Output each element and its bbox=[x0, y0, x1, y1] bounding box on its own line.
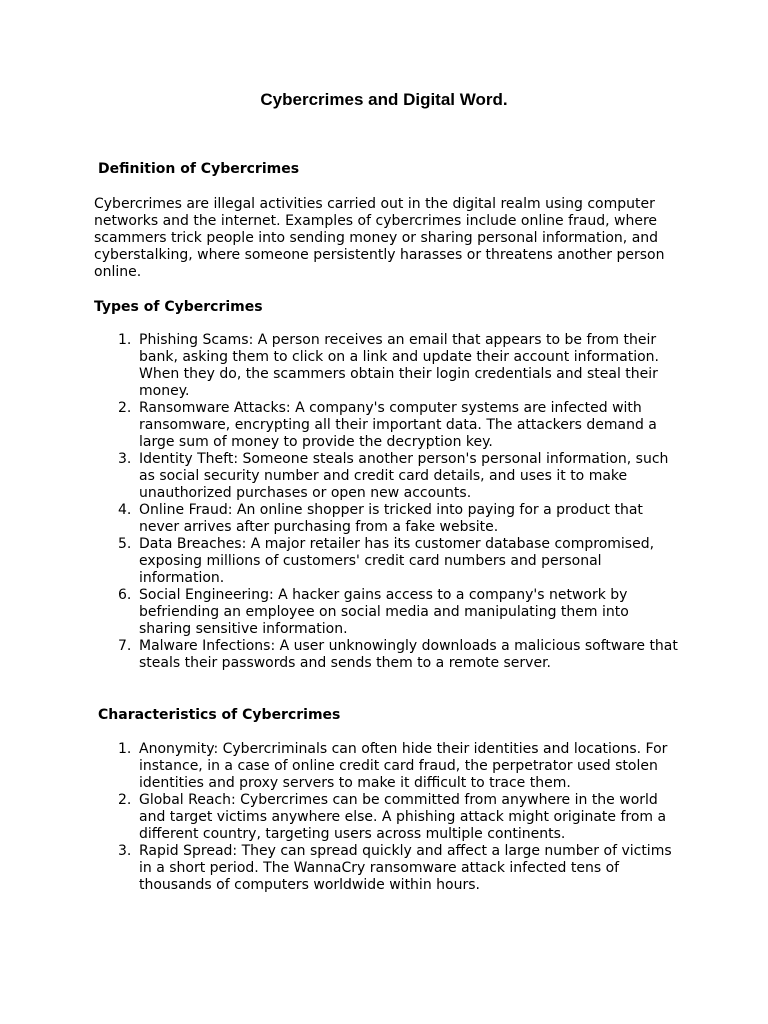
list-item-number: 6. bbox=[118, 587, 132, 603]
list-item-number: 2. bbox=[118, 400, 132, 416]
section-heading-characteristics: Characteristics of Cybercrimes bbox=[98, 707, 341, 723]
list-item bbox=[94, 638, 684, 672]
list-item-text: Identity Theft: Someone steals another person's personal information, such as social security number and credit card details, and uses it to make unauthorized purchases or open new accounts. bbox=[139, 451, 669, 501]
section-types bbox=[94, 298, 684, 316]
list-item-number: 1. bbox=[118, 332, 132, 348]
list-item bbox=[94, 741, 684, 792]
document-title: Cybercrimes and Digital Word. bbox=[260, 90, 508, 109]
list-item-number: 1. bbox=[118, 741, 132, 757]
list-item-text: Data Breaches: A major retailer has its customer database compromised, exposing millions of customers' credit card numbers and personal information. bbox=[139, 536, 655, 586]
characteristics-list-block bbox=[94, 741, 684, 894]
list-item-text: Rapid Spread: They can spread quickly and affect a large number of victims in a short period. The WannaCry ransomware attack infected tens of thousands of computers worldwide within hours. bbox=[139, 843, 672, 893]
list-item bbox=[94, 587, 684, 638]
list-item-text: Online Fraud: An online shopper is tricked into paying for a product that never arrives after purchasing from a fake website. bbox=[139, 502, 643, 535]
list-item-text: Malware Infections: A user unknowingly downloads a malicious software that steals their passwords and sends them to a remote server. bbox=[139, 638, 678, 671]
list-item-text: Ransomware Attacks: A company's computer systems are infected with ransomware, encrypting all their important data. The attackers demand a large sum of money to provide the decryption key. bbox=[139, 400, 657, 450]
list-item-text: Social Engineering: A hacker gains access to a company's network by befriending an employee on social media and manipulating them into sharing sensitive information. bbox=[139, 587, 629, 637]
list-item-number: 3. bbox=[118, 451, 132, 467]
list-item bbox=[94, 332, 684, 400]
list-item bbox=[94, 451, 684, 502]
list-item-text: Global Reach: Cybercrimes can be committed from anywhere in the world and target victims anywhere else. A phishing attack might originate from a different country, targeting users across multiple continents. bbox=[139, 792, 667, 842]
list-item-text: Anonymity: Cybercriminals can often hide their identities and locations. For instance, in a case of online credit card fraud, the perpetrator used stolen identities and proxy servers to make it difficult to trace them. bbox=[139, 741, 668, 791]
section-definition bbox=[94, 160, 684, 178]
list-item-number: 4. bbox=[118, 502, 132, 518]
list-item-number: 5. bbox=[118, 536, 132, 552]
characteristics-list bbox=[94, 741, 684, 894]
section-heading-types: Types of Cybercrimes bbox=[94, 299, 263, 315]
list-item-text: Phishing Scams: A person receives an email that appears to be from their bank, asking them to click on a link and update their account information. When they do, the scammers obtain their login credentials and steal their money. bbox=[139, 332, 659, 399]
types-list bbox=[94, 332, 684, 672]
list-item-number: 3. bbox=[118, 843, 132, 859]
definition-paragraph-block bbox=[94, 196, 684, 281]
definition-paragraph: Cybercrimes are illegal activities carried out in the digital realm using computer networks and the internet. Examples of cybercrimes include online fraud, where scammers trick people into sending money or sharing personal information, and cyberstalking, where someone persistently harasses or threatens another person online. bbox=[94, 196, 665, 280]
list-item bbox=[94, 536, 684, 587]
types-list-block bbox=[94, 332, 684, 672]
list-item bbox=[94, 792, 684, 843]
list-item bbox=[94, 400, 684, 451]
list-item bbox=[94, 843, 684, 894]
list-item bbox=[94, 502, 684, 536]
section-heading-definition: Definition of Cybercrimes bbox=[98, 161, 300, 177]
section-characteristics bbox=[94, 706, 684, 724]
list-item-number: 2. bbox=[118, 792, 132, 808]
list-item-number: 7. bbox=[118, 638, 132, 654]
